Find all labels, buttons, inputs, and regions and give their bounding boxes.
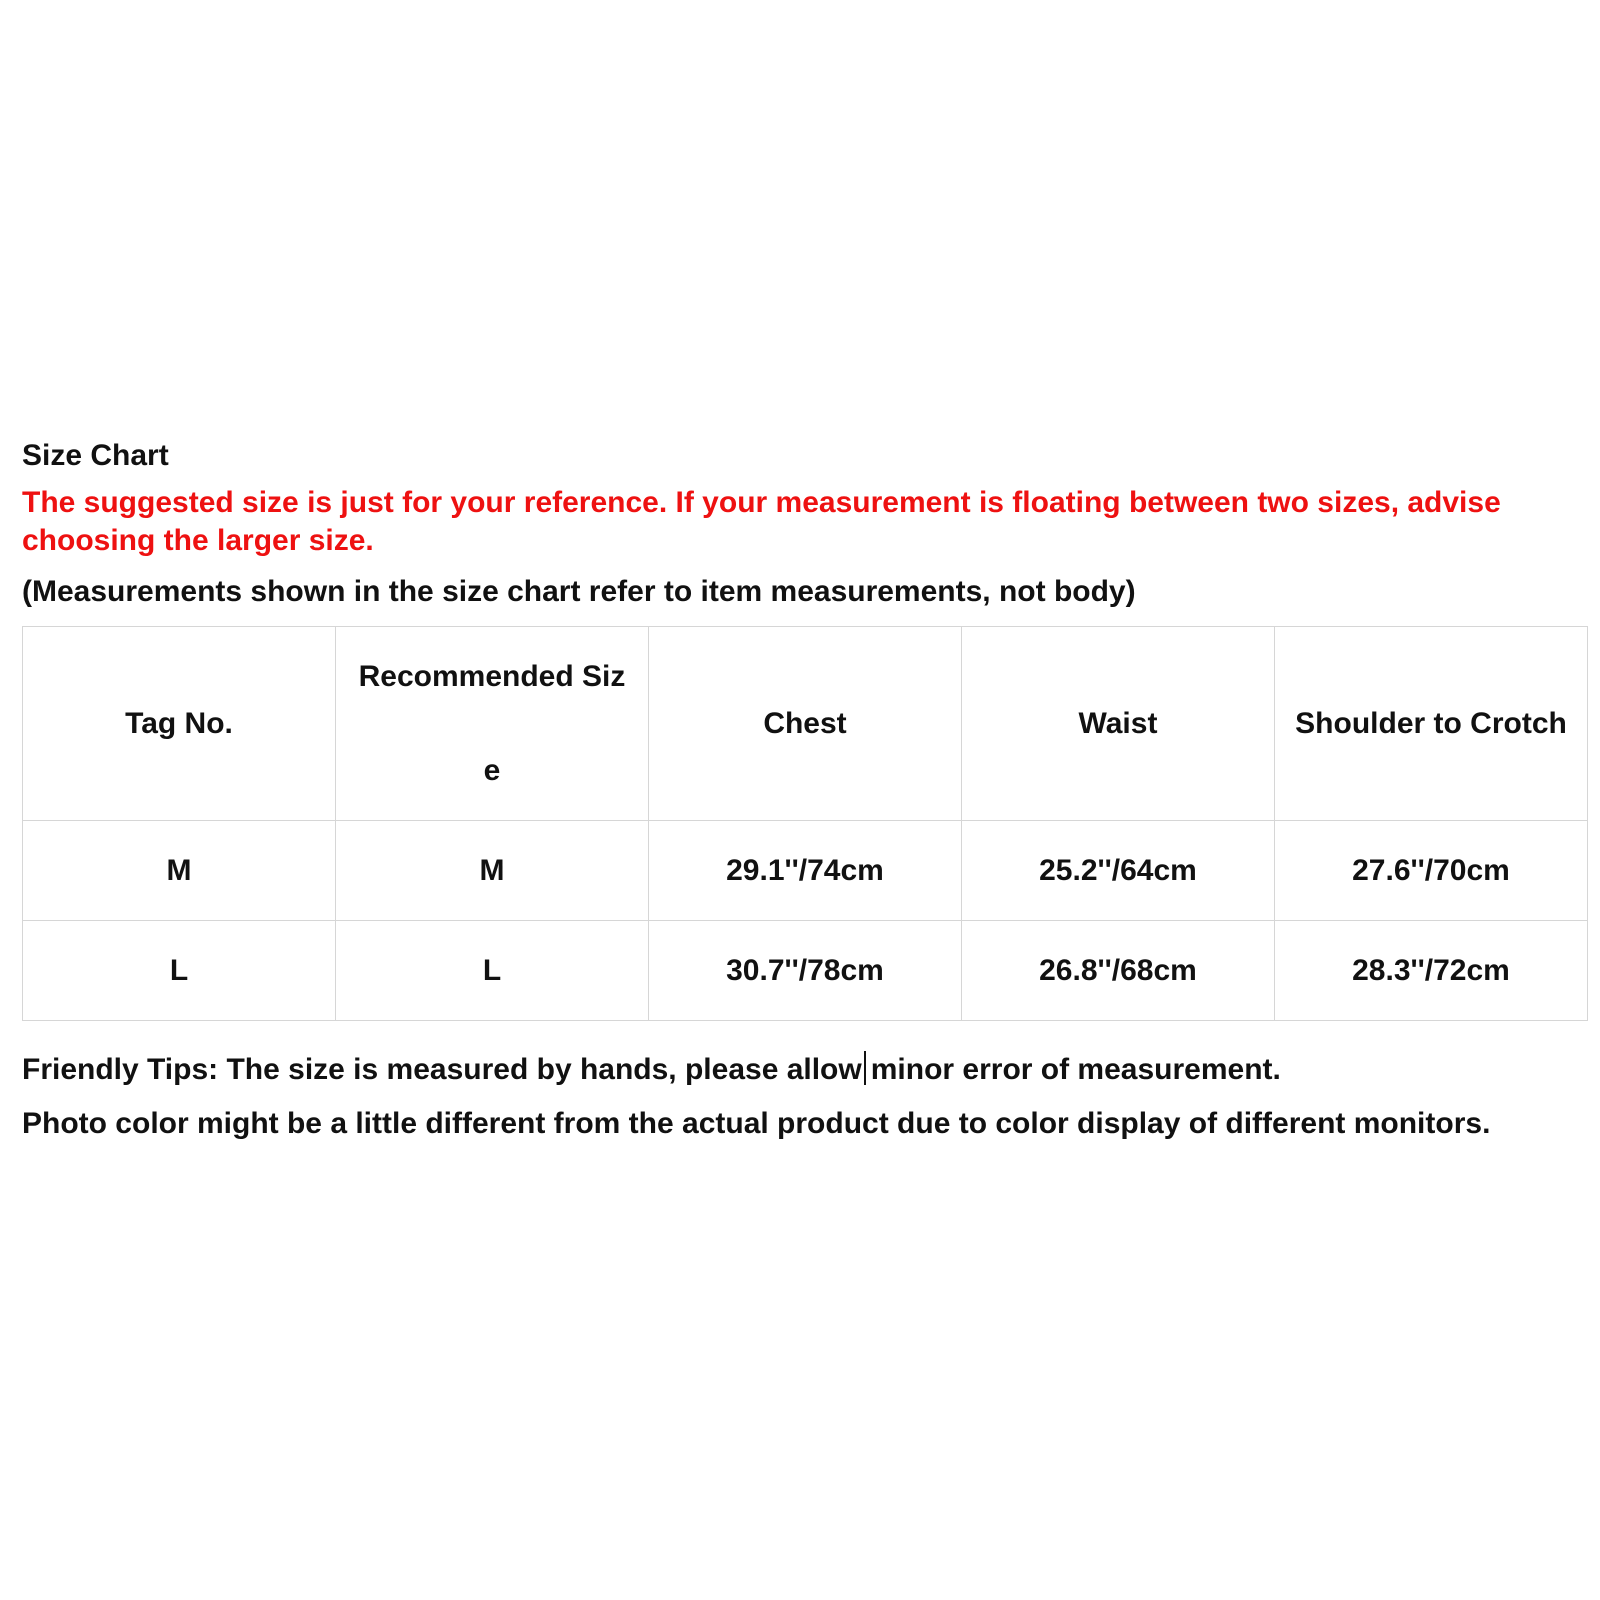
header-chest: Chest [649,627,962,821]
cell-shoulder-to-crotch: 27.6''/70cm [1275,821,1588,921]
tips-line-2: Photo color might be a little different from the actual product due to color display of different monitors. [22,1107,1491,1140]
size-notice: The suggested size is just for your reference. If your measurement is floating between two sizes, advise choosing the larger size. [22,486,1501,557]
header-tag-no: Tag No. [23,627,336,821]
cell-tag-no: L [23,921,336,1021]
header-recommended-size [336,627,649,821]
table-row [23,821,1588,921]
measurement-note: (Measurements shown in the size chart refer to item measurements, not body) [22,575,1136,608]
cell-waist: 25.2''/64cm [962,821,1275,921]
size-table [22,626,1588,1021]
table-header-row [23,627,1588,821]
page-title: Size Chart [22,439,169,472]
header-recommended-line1: Recommended Siz [358,659,626,693]
size-chart-section [22,438,1592,1151]
cell-shoulder-to-crotch: 28.3''/72cm [1275,921,1588,1021]
tips-line-1 [22,1043,1592,1097]
cell-chest: 30.7''/78cm [649,921,962,1021]
header-waist: Waist [962,627,1275,821]
header-recommended-line2: e [483,753,501,787]
cell-recommended-size: M [336,821,649,921]
friendly-tips [22,1043,1592,1151]
cell-recommended-size: L [336,921,649,1021]
tips-line-1-start: Friendly Tips: The size is measured by hands, please allow [22,1053,862,1086]
cell-tag-no: M [23,821,336,921]
text-cursor [864,1051,866,1085]
header-shoulder-to-crotch: Shoulder to Crotch [1275,627,1588,821]
table-row [23,921,1588,1021]
cell-chest: 29.1''/74cm [649,821,962,921]
cell-waist: 26.8''/68cm [962,921,1275,1021]
tips-line-1-end: minor error of measurement. [870,1053,1281,1086]
